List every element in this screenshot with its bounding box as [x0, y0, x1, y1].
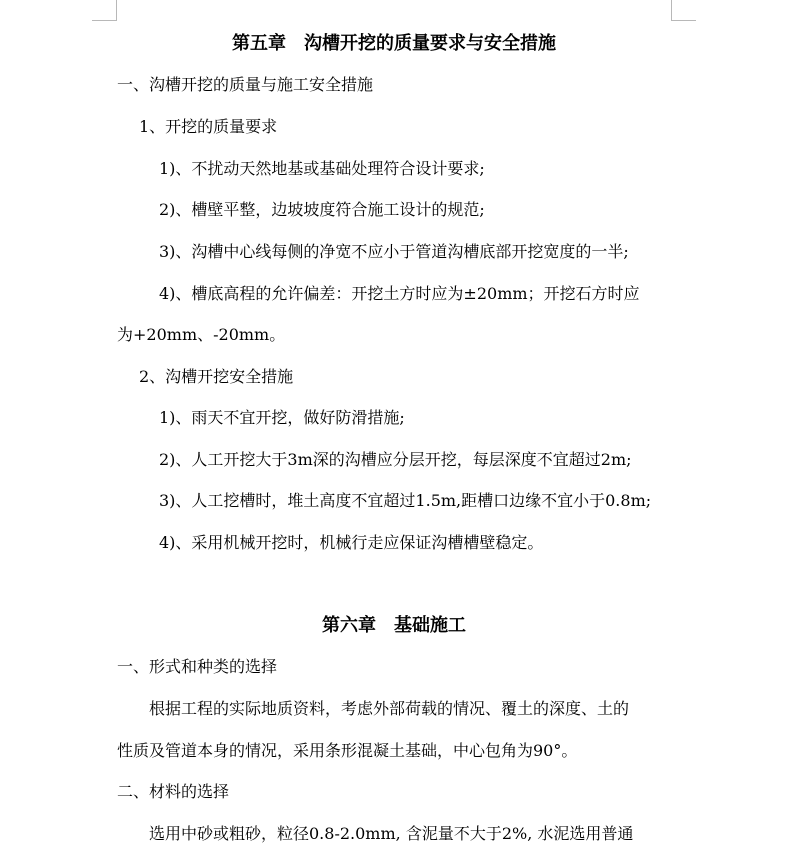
chapter-6-section-1-paragraph-line-1: 根据工程的实际地质资料，考虑外部荷载的情况、覆土的深度、土的: [149, 699, 630, 718]
sub-2-item-1: 1)、雨天不宜开挖，做好防滑措施;: [159, 408, 405, 427]
sub-2-item-4: 4)、采用机械开挖时，机械行走应保证沟槽槽壁稳定。: [159, 533, 544, 552]
sub-1-item-4: 4)、槽底高程的允许偏差：开挖土方时应为±20mm；开挖石方时应: [159, 284, 640, 303]
chapter-6-section-2-paragraph-line-1: 选用中砂或粗砂，粒径0.8-2.0mm, 含泥量不大于2%, 水泥选用普通: [149, 824, 634, 843]
sub-1-title: 1、开挖的质量要求: [139, 117, 278, 136]
crop-mark-top-left: [92, 0, 117, 21]
sub-2-item-3: 3)、人工挖槽时，堆土高度不宜超过1.5m,距槽口边缘不宜小于0.8m;: [159, 491, 652, 510]
chapter-6-section-1-paragraph-line-2: 性质及管道本身的情况，采用条形混凝土基础，中心包角为90°。: [117, 741, 578, 760]
sub-1-item-4-continued: 为+20mm、-20mm。: [117, 325, 286, 344]
sub-1-item-3: 3)、沟槽中心线每侧的净宽不应小于管道沟槽底部开挖宽度的一半;: [159, 242, 629, 261]
chapter-6-section-2-heading: 二、材料的选择: [117, 782, 230, 801]
sub-1-item-2: 2)、槽壁平整，边坡坡度符合施工设计的规范;: [159, 200, 485, 219]
sub-2-title: 2、沟槽开挖安全措施: [139, 367, 294, 386]
sub-1-item-1: 1)、不扰动天然地基或基础处理符合设计要求;: [159, 159, 485, 178]
sub-2-item-2: 2)、人工开挖大于3m深的沟槽应分层开挖，每层深度不宜超过2m;: [159, 450, 632, 469]
crop-mark-top-right: [671, 0, 696, 21]
chapter-6-section-1-heading: 一、形式和种类的选择: [117, 657, 278, 676]
chapter-5-section-1-heading: 一、沟槽开挖的质量与施工安全措施: [117, 75, 374, 94]
chapter-5-title: 第五章 沟槽开挖的质量要求与安全措施: [232, 33, 556, 54]
chapter-6-title: 第六章 基础施工: [322, 615, 466, 636]
